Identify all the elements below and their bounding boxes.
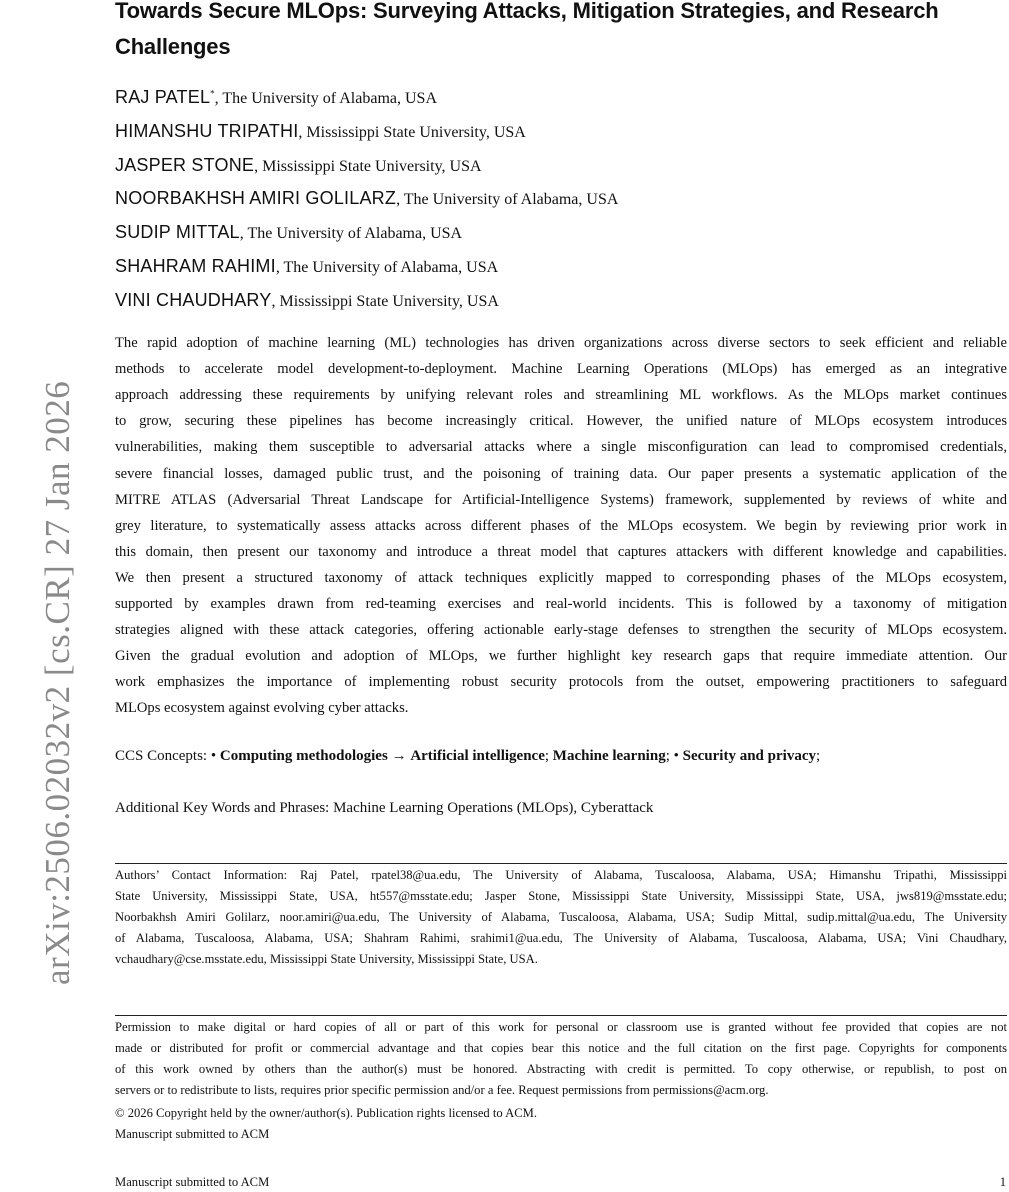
- author-affiliation: , The University of Alabama, USA: [396, 191, 619, 209]
- author-name: NOORBAKHSH AMIRI GOLILARZ: [115, 188, 397, 209]
- ccs-concept: Artificial intelligence: [410, 748, 545, 764]
- contact-line: State University, Mississippi State, USA, ht557@msstate.edu; Jasper Stone, Mississippi State University, Mississippi State, USA, jws819@msstate.edu;: [115, 889, 1007, 903]
- copyright: © 2026 Copyright held by the owner/author(s). Publication rights licensed to ACM.: [115, 1106, 537, 1120]
- abstract-line: supported by examples drawn from red-teaming exercises and real-world incidents. This is followed by a taxonomy of mitigation: [115, 596, 1007, 612]
- abstract-line: methods to accelerate model development-to-deployment. Machine Learning Operations (MLOps) has emerged as an integrative: [115, 361, 1007, 378]
- author: [115, 256, 498, 277]
- permission-divider: [115, 1015, 1007, 1016]
- author-name: SHAHRAM RAHIMI: [115, 256, 276, 276]
- author-name: JASPER STONE: [115, 154, 255, 175]
- ccs-concept: Machine learning: [552, 748, 666, 764]
- author-affiliation: , The University of Alabama, USA: [239, 225, 463, 243]
- author-affiliation: , Mississippi State University, USA: [271, 292, 499, 310]
- abstract-line: to grow, securing these pipelines has become increasingly critical. However, the unified nature of MLOps ecosystem introduces: [115, 413, 1007, 430]
- permission-line: servers or to redistribute to lists, requires prior specific permission and/or a fee. Request permissions from permissions@acm.org.: [115, 1083, 769, 1097]
- abstract-line: approach addressing these requirements by unifying relevant roles and streamlining ML workflows. As the MLOps market continues: [115, 387, 1007, 404]
- contact-line: vchaudhary@cse.msstate.edu, Mississippi State University, Mississippi State, USA.: [115, 952, 538, 966]
- author: [115, 222, 462, 243]
- author-name: HIMANSHU TRIPATHI: [115, 120, 299, 141]
- author-affiliation: , Mississippi State University, USA: [298, 123, 526, 141]
- ccs-concept: Security and privacy: [682, 748, 816, 764]
- abstract-line: The rapid adoption of machine learning (ML) technologies has driven organizations across diverse sectors to seek efficient and reliable: [115, 335, 1007, 351]
- permission-line: made or distributed for profit or commercial advantage and that copies bear this notice and the full citation on the first page. Copyrights for components: [115, 1041, 1007, 1055]
- author: [115, 87, 437, 108]
- separator: ;: [544, 748, 553, 764]
- author-name: SUDIP MITTAL: [115, 222, 240, 243]
- author: [115, 290, 499, 311]
- author-affiliation: , Mississippi State University, USA: [254, 157, 482, 175]
- abstract-line: severe financial losses, damaged public trust, and the poisoning of training data. Our paper presents a systematic application of the: [115, 465, 1007, 482]
- paper-title-line-2: Challenges: [115, 34, 231, 59]
- abstract-line: Given the gradual evolution and adoption of MLOps, we further highlight key research gaps that require immediate attention. Our: [115, 648, 1007, 665]
- bullet: •: [210, 748, 217, 764]
- corresponding-mark: *: [210, 88, 215, 99]
- author: [115, 188, 618, 209]
- footnote-divider: [115, 863, 1007, 864]
- permission-line: Permission to make digital or hard copies of all or part of this work for personal or classroom use is granted without fee provided that copies are not: [115, 1020, 1007, 1034]
- ccs-concept: Computing methodologies: [219, 748, 388, 764]
- author: [115, 121, 526, 142]
- separator: ;: [665, 748, 674, 764]
- abstract-line: strategies aligned with these attack categories, offering actionable early-stage defenses to strengthen the security of MLOps ecosystem.: [115, 622, 1007, 639]
- author-name: VINI CHAUDHARY: [115, 289, 272, 310]
- arxiv-identifier: arXiv:2506.02032v2 [cs.CR] 27 Jan 2026: [38, 380, 77, 985]
- abstract-line: work emphasizes the importance of implementing robust security protocols from the outset, empowering practitioners to safeguard: [115, 674, 1007, 691]
- abstract-line: vulnerabilities, making them susceptible to adversarial attacks where a single misconfiguration can lead to compromised credentials,: [115, 439, 1007, 456]
- keywords: Additional Key Words and Phrases: Machine Learning Operations (MLOps), Cyberattack: [115, 800, 654, 816]
- author-name: RAJ PATEL: [115, 87, 211, 107]
- abstract-line: MITRE ATLAS (Adversarial Threat Landscape for Artificial-Intelligence Systems) framework, supplemented by reviews of white and: [115, 491, 1007, 508]
- ccs-concepts: [115, 748, 820, 765]
- separator: ;: [815, 748, 821, 764]
- author-affiliation: , The University of Alabama, USA: [214, 90, 438, 107]
- abstract-line: MLOps ecosystem against evolving cyber attacks.: [115, 700, 409, 717]
- paper-title-line-1: Towards Secure MLOps: Surveying Attacks, Mitigation Strategies, and Research: [115, 0, 939, 23]
- manuscript-note: Manuscript submitted to ACM: [115, 1127, 270, 1141]
- abstract-line: We then present a structured taxonomy of attack techniques explicitly mapped to corresponding phases of the MLOps ecosystem,: [115, 569, 1007, 586]
- contact-line: of Alabama, Tuscaloosa, Alabama, USA; Shahram Rahimi, srahimi1@ua.edu, The University of Alabama, Tuscaloosa, Alabama, USA; Vini Chaudhary,: [115, 931, 1007, 945]
- abstract-line: this domain, then present our taxonomy and introduce a threat model that captures attackers with different knowledge and capabilities.: [115, 543, 1007, 560]
- page-number: 1: [999, 1175, 1006, 1189]
- author: [115, 155, 482, 176]
- abstract-line: grey literature, to systematically assess attacks across different phases of the MLOps ecosystem. We begin by reviewing prior work in: [115, 517, 1007, 534]
- arrow: →: [387, 748, 411, 764]
- footer-left: Manuscript submitted to ACM: [115, 1175, 270, 1189]
- author-affiliation: , The University of Alabama, USA: [275, 259, 499, 276]
- contact-line: Noorbakhsh Amiri Golilarz, noor.amiri@ua.edu, The University of Alabama, Tuscaloosa, Alabama, USA; Sudip Mittal, sudip.mittal@ua.edu, The University: [115, 910, 1007, 924]
- permission-line: of this work owned by others than the author(s) must be honored. Abstracting with credit is permitted. To copy otherwise, or republish, to post on: [115, 1062, 1007, 1076]
- bullet: •: [673, 748, 679, 764]
- contact-line: Authors’ Contact Information: Raj Patel, rpatel38@ua.edu, The University of Alabama, Tuscaloosa, Alabama, USA; Himanshu Tripathi, Mississippi: [115, 868, 1007, 882]
- ccs-label: CCS Concepts:: [115, 748, 211, 764]
